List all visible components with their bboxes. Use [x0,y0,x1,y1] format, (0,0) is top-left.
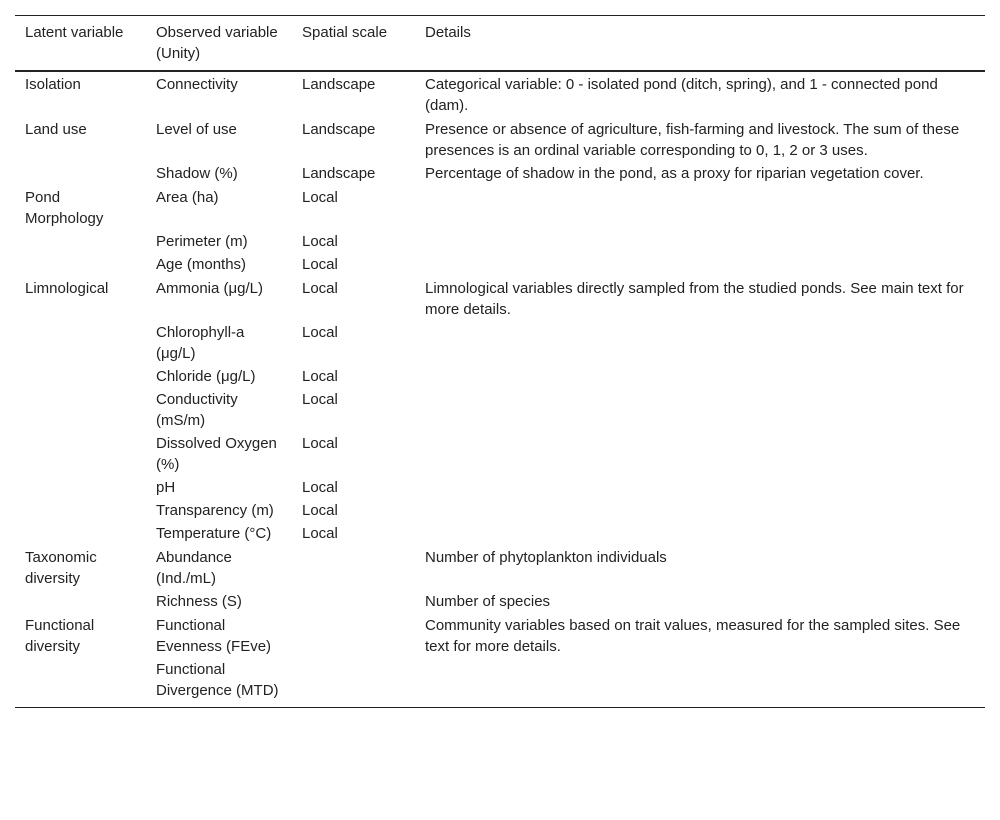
cell-details [415,476,985,499]
table-row [15,230,985,253]
cell-details [415,432,985,476]
table-row [15,185,985,230]
cell-spatial-scale: Landscape [302,76,376,93]
cell-details [415,658,985,708]
cell-latent-variable [15,230,146,253]
table-row [15,365,985,388]
cell-spatial-scale: Local [302,280,338,297]
cell-observed-variable: Chlorophyll-a (μg/L) [156,324,245,362]
cell-latent-variable: Isolation [25,76,81,93]
cell-observed-variable: Ammonia (μg/L) [156,280,264,297]
header-observed-variable: Observed variable (Unity) [146,16,292,72]
table-row [15,162,985,185]
cell-details: Presence or absence of agriculture, fish-farming and livestock. The sum of these presences is an ordinal variable corresponding to 0, 1, 2 or 3 uses. [425,121,960,159]
table-row [15,590,985,613]
cell-spatial-scale [292,613,415,658]
cell-latent-variable: Land use [25,121,87,138]
variables-table [15,15,985,708]
cell-spatial-scale: Local [302,324,338,341]
cell-latent-variable: Taxonomic diversity [25,549,97,587]
cell-latent-variable: Limnological [25,280,109,297]
cell-latent-variable [15,432,146,476]
table-body [15,71,985,708]
table-row [15,545,985,590]
cell-spatial-scale: Local [302,233,338,250]
header-details: Details [415,16,985,72]
cell-spatial-scale [292,545,415,590]
cell-latent-variable [15,253,146,276]
table-header [15,16,985,72]
cell-observed-variable: Age (months) [156,256,247,273]
cell-spatial-scale: Local [302,256,338,273]
cell-details [415,365,985,388]
cell-observed-variable: Functional Evenness (FEve) [156,617,272,655]
cell-details [415,499,985,522]
cell-details [415,388,985,432]
cell-latent-variable [15,476,146,499]
cell-details: Categorical variable: 0 - isolated pond (ditch, spring), and 1 - connected pond (dam). [425,76,938,114]
cell-details [415,321,985,365]
cell-details [415,253,985,276]
table-row [15,71,985,117]
cell-spatial-scale: Local [302,189,338,206]
cell-observed-variable: Abundance (Ind./mL) [156,549,232,587]
cell-observed-variable: Transparency (m) [156,502,274,519]
cell-details [415,185,985,230]
cell-latent-variable [15,365,146,388]
cell-spatial-scale: Landscape [302,121,376,138]
table-row [15,522,985,545]
table-row [15,321,985,365]
cell-latent-variable [15,522,146,545]
header-row [15,16,985,72]
cell-latent-variable [15,162,146,185]
header-spatial-scale: Spatial scale [292,16,415,72]
cell-spatial-scale: Local [302,368,338,385]
cell-spatial-scale: Local [302,525,338,542]
table-row [15,253,985,276]
cell-observed-variable: Conductivity (mS/m) [156,391,238,429]
cell-observed-variable: Perimeter (m) [156,233,248,250]
cell-details: Percentage of shadow in the pond, as a proxy for riparian vegetation cover. [425,165,924,182]
table-row [15,499,985,522]
cell-latent-variable [15,321,146,365]
cell-details [415,522,985,545]
cell-details: Number of species [425,593,551,610]
table-row [15,613,985,658]
table-row [15,432,985,476]
cell-spatial-scale: Local [302,391,338,408]
table-row [15,476,985,499]
cell-latent-variable: Functional diversity [25,617,95,655]
cell-observed-variable: Level of use [156,121,237,138]
cell-details [415,230,985,253]
cell-latent-variable [15,658,146,708]
cell-spatial-scale: Local [302,435,338,452]
cell-latent-variable [15,388,146,432]
cell-observed-variable: Chloride (μg/L) [156,368,256,385]
cell-spatial-scale: Local [302,502,338,519]
cell-observed-variable: Temperature (°C) [156,525,272,542]
cell-latent-variable: Pond Morphology [25,189,104,227]
cell-details: Community variables based on trait values, measured for the sampled sites. See text for more details. [425,617,961,655]
cell-spatial-scale [292,658,415,708]
table-row [15,388,985,432]
cell-details: Limnological variables directly sampled from the studied ponds. See main text for more details. [425,280,964,318]
cell-observed-variable: Dissolved Oxygen (%) [156,435,277,473]
cell-latent-variable [15,499,146,522]
cell-observed-variable: Functional Divergence (MTD) [156,661,279,699]
header-latent-variable: Latent variable [15,16,146,72]
cell-spatial-scale: Landscape [302,165,376,182]
cell-latent-variable [15,590,146,613]
cell-observed-variable: Connectivity [156,76,238,93]
table-row [15,658,985,708]
cell-observed-variable: pH [156,479,176,496]
cell-spatial-scale: Local [302,479,338,496]
cell-observed-variable: Shadow (%) [156,165,238,182]
cell-observed-variable: Area (ha) [156,189,219,206]
cell-details: Number of phytoplankton individuals [425,549,667,566]
table-row [15,117,985,162]
cell-spatial-scale [292,590,415,613]
cell-observed-variable: Richness (S) [156,593,242,610]
table-row [15,276,985,321]
